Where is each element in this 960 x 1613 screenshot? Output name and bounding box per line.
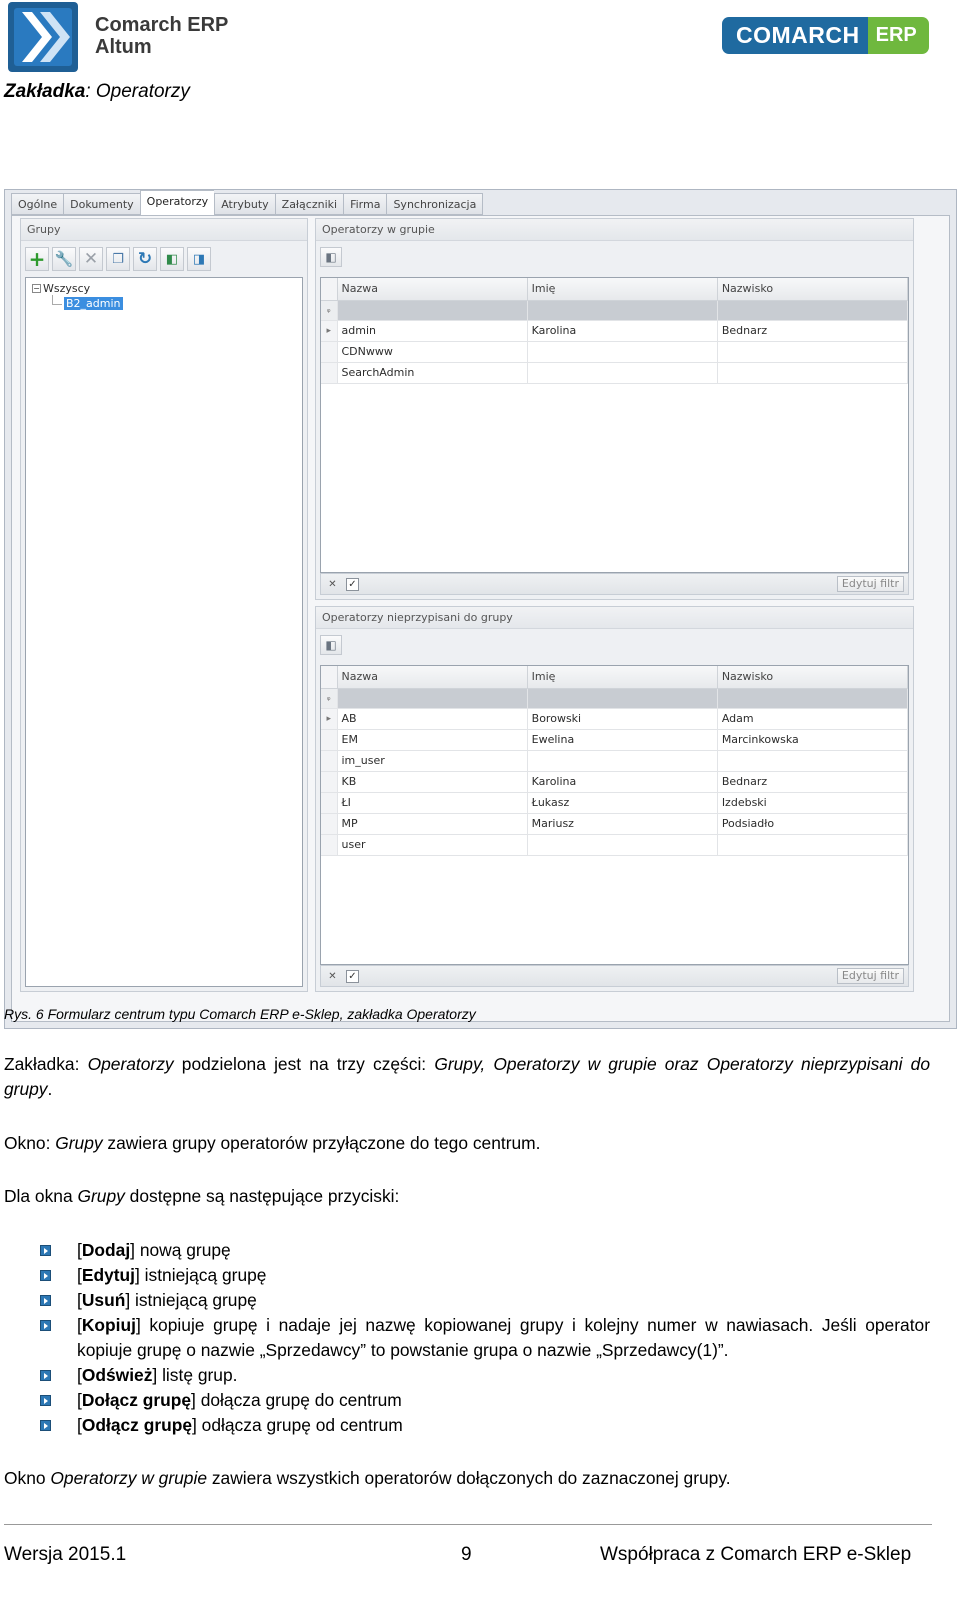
logo-right-erp: ERP xyxy=(868,17,929,54)
edit-filter-button[interactable]: Edytuj filtr xyxy=(837,576,904,592)
list-item: [Dołącz grupę] dołącza grupę do centrum xyxy=(40,1388,930,1413)
cell-nazwa: MP xyxy=(337,813,527,834)
tab-operatorzy[interactable]: Operatorzy xyxy=(140,190,215,215)
copy-icon: ❐ xyxy=(112,251,124,267)
column-header-nazwa[interactable]: Nazwa xyxy=(337,666,527,688)
table-row[interactable] xyxy=(321,708,908,729)
groups-panel xyxy=(20,218,308,992)
cell-imie xyxy=(527,750,717,771)
bullet-arrow-icon xyxy=(40,1295,51,1306)
table-row[interactable] xyxy=(321,729,908,750)
bullet-arrow-icon xyxy=(40,1245,51,1256)
attach-icon: ◧ xyxy=(325,638,337,652)
filter-icon: ᵩ xyxy=(321,300,337,320)
cell-nazwisko: Izdebski xyxy=(717,792,907,813)
list-item: [Odłącz grupę] odłącza grupę od centrum xyxy=(40,1413,930,1438)
tab-atrybuty[interactable]: Atrybuty xyxy=(214,193,274,215)
cell-nazwisko: Bednarz xyxy=(717,320,907,341)
filter-icon: ᵩ xyxy=(321,688,337,708)
table-row[interactable] xyxy=(321,362,908,383)
bullet-arrow-icon xyxy=(40,1270,51,1281)
list-item: [Odśwież] listę grup. xyxy=(40,1363,930,1388)
logo-left-line1: Comarch ERP xyxy=(95,14,229,36)
cell-nazwisko xyxy=(717,750,907,771)
tree-node-b2-admin[interactable] xyxy=(52,297,296,310)
logo-left-line2: Altum xyxy=(95,36,152,58)
tab-synchronizacja[interactable]: Synchronizacja xyxy=(386,193,483,215)
delete-group-button[interactable] xyxy=(79,247,103,271)
cell-nazwisko xyxy=(717,362,907,383)
paragraph-groups-window: Okno: Grupy zawiera grupy operatorów przyłączone do tego centrum. xyxy=(4,1133,541,1153)
groups-panel-title: Grupy xyxy=(21,219,307,241)
operators-in-group-grid xyxy=(320,277,909,573)
tab-body xyxy=(11,215,950,1022)
detach-group-button[interactable] xyxy=(187,247,211,271)
attach-icon: ◧ xyxy=(165,251,179,267)
table-row[interactable] xyxy=(321,341,908,362)
list-item: [Edytuj] istniejącą grupę xyxy=(40,1263,930,1288)
list-item: [Dodaj] nową grupę xyxy=(40,1238,930,1263)
wrench-icon: 🔧 xyxy=(54,249,74,268)
detach-icon: ◨ xyxy=(192,251,206,267)
table-row[interactable] xyxy=(321,750,908,771)
cell-nazwa: EM xyxy=(337,729,527,750)
current-row-indicator-icon: ▸ xyxy=(321,708,337,729)
buttons-list xyxy=(40,1238,930,1438)
table-row[interactable] xyxy=(321,813,908,834)
detach-operator-button[interactable] xyxy=(320,247,342,267)
cell-nazwa: user xyxy=(337,834,527,855)
attach-group-button[interactable] xyxy=(160,247,184,271)
operators-in-group-filter-bar xyxy=(320,573,909,595)
cell-imie: Borowski xyxy=(527,708,717,729)
refresh-icon: ↻ xyxy=(137,248,153,269)
filter-enabled-checkbox[interactable]: ✓ xyxy=(346,970,359,983)
operators-not-in-group-panel xyxy=(315,606,914,992)
cell-nazwa: ŁI xyxy=(337,792,527,813)
footer-page-number: 9 xyxy=(461,1544,472,1565)
copy-group-button[interactable] xyxy=(106,247,130,271)
column-header-nazwa[interactable]: Nazwa xyxy=(337,278,527,300)
operators-not-in-group-filter-bar xyxy=(320,965,909,987)
operators-not-in-group-grid xyxy=(320,665,909,965)
column-header-imie[interactable]: Imię xyxy=(527,666,717,688)
tree-root-label: Wszyscy xyxy=(43,282,91,295)
cell-nazwa: AB xyxy=(337,708,527,729)
cell-nazwa: admin xyxy=(337,320,527,341)
bullet-arrow-icon xyxy=(40,1420,51,1431)
edit-filter-button[interactable]: Edytuj filtr xyxy=(837,968,904,984)
edit-group-button[interactable] xyxy=(52,247,76,271)
operators-in-group-panel xyxy=(315,218,914,600)
logo-right-comarch: COMARCH xyxy=(722,17,868,54)
section-heading-label: Zakładka xyxy=(4,81,86,102)
cell-nazwa: im_user xyxy=(337,750,527,771)
cell-imie xyxy=(527,834,717,855)
column-header-imie[interactable]: Imię xyxy=(527,278,717,300)
tree-node-all[interactable] xyxy=(32,282,296,295)
table-row[interactable] xyxy=(321,320,908,341)
section-heading-name: : Operatorzy xyxy=(85,81,190,102)
comarch-erp-logo xyxy=(722,17,929,54)
bullet-arrow-icon xyxy=(40,1395,51,1406)
cell-nazwisko: Bednarz xyxy=(717,771,907,792)
clear-filter-icon[interactable]: ✕ xyxy=(328,578,337,590)
attach-operator-button[interactable] xyxy=(320,635,342,655)
cell-nazwisko xyxy=(717,834,907,855)
tab-zalaczniki[interactable]: Załączniki xyxy=(275,193,343,215)
footer-doc-title: Współpraca z Comarch ERP e-Sklep xyxy=(600,1544,912,1565)
bullet-arrow-icon xyxy=(40,1320,51,1331)
paragraph-sections: Zakładka: Operatorzy podzielona jest na trzy części: Grupy, Operatorzy w grupie oraz Operatorzy nieprzypisani do grupy. xyxy=(4,1054,930,1099)
cell-imie: Karolina xyxy=(527,771,717,792)
section-heading xyxy=(4,81,190,103)
filter-enabled-checkbox[interactable]: ✓ xyxy=(346,578,359,591)
cell-nazwa: KB xyxy=(337,771,527,792)
footer-divider xyxy=(4,1524,932,1525)
footer-version: Wersja 2015.1 xyxy=(4,1544,127,1565)
close-icon: ✕ xyxy=(83,248,99,269)
detach-icon: ◧ xyxy=(325,250,337,264)
filter-row[interactable] xyxy=(321,300,908,320)
cell-nazwisko: Podsiadło xyxy=(717,813,907,834)
collapse-icon[interactable]: − xyxy=(33,284,40,293)
column-header-nazwisko[interactable]: Nazwisko xyxy=(717,666,907,688)
list-item: [Usuń] istniejącą grupę xyxy=(40,1288,930,1313)
tab-firma[interactable]: Firma xyxy=(343,193,386,215)
table-row[interactable] xyxy=(321,792,908,813)
tab-strip xyxy=(11,193,483,215)
table-row[interactable] xyxy=(321,834,908,855)
grid-header-row xyxy=(321,278,908,300)
operators-in-group-title: Operatorzy w grupie xyxy=(316,219,913,241)
tree-child-label: B2_admin xyxy=(66,297,121,310)
tree-connector xyxy=(52,295,62,305)
cell-imie xyxy=(527,341,717,362)
cell-nazwisko: Adam xyxy=(717,708,907,729)
plus-icon: + xyxy=(28,247,46,271)
current-row-indicator-icon: ▸ xyxy=(321,320,337,341)
grid-header-row xyxy=(321,666,908,688)
table-row[interactable] xyxy=(321,771,908,792)
cell-imie xyxy=(527,362,717,383)
list-item: [Kopiuj] kopiuje grupę i nadaje jej nazwę kopiowanej grupy i kolejny numer w nawiasach. Jeśli operator kopiuje grupę o nazwie „Sprzedawcy” to powstanie grupa o nazwie „Sprzedawcy(1)”. xyxy=(40,1313,930,1363)
tab-ogolne[interactable]: Ogólne xyxy=(11,193,63,215)
refresh-button[interactable] xyxy=(133,247,157,271)
paragraph-operators-in-group: Okno Operatorzy w grupie zawiera wszystkich operatorów dołączonych do zaznaczonej grupy. xyxy=(4,1468,731,1488)
row-indicator-header xyxy=(321,278,337,300)
add-group-button[interactable] xyxy=(25,247,49,271)
center-form-window xyxy=(4,189,957,1029)
cell-nazwa: CDNwww xyxy=(337,341,527,362)
column-header-nazwisko[interactable]: Nazwisko xyxy=(717,278,907,300)
bullet-arrow-icon xyxy=(40,1370,51,1381)
logo-left-text xyxy=(95,14,228,58)
groups-tree xyxy=(25,277,303,987)
figure-caption: Rys. 6 Formularz centrum typu Comarch ERP e-Sklep, zakładka Operatorzy xyxy=(4,1006,476,1022)
comarch-altum-logo-icon xyxy=(8,2,78,72)
cell-imie: Mariusz xyxy=(527,813,717,834)
operators-not-in-group-title: Operatorzy nieprzypisani do grupy xyxy=(316,607,913,629)
groups-toolbar xyxy=(25,247,211,271)
cell-imie: Ewelina xyxy=(527,729,717,750)
tab-dokumenty[interactable]: Dokumenty xyxy=(63,193,139,215)
cell-nazwisko: Marcinkowska xyxy=(717,729,907,750)
clear-filter-icon[interactable]: ✕ xyxy=(328,970,337,982)
cell-imie: Łukasz xyxy=(527,792,717,813)
cell-imie: Karolina xyxy=(527,320,717,341)
paragraph-buttons-intro: Dla okna Grupy dostępne są następujące przyciski: xyxy=(4,1186,400,1206)
cell-nazwisko xyxy=(717,341,907,362)
cell-nazwa: SearchAdmin xyxy=(337,362,527,383)
filter-row[interactable] xyxy=(321,688,908,708)
